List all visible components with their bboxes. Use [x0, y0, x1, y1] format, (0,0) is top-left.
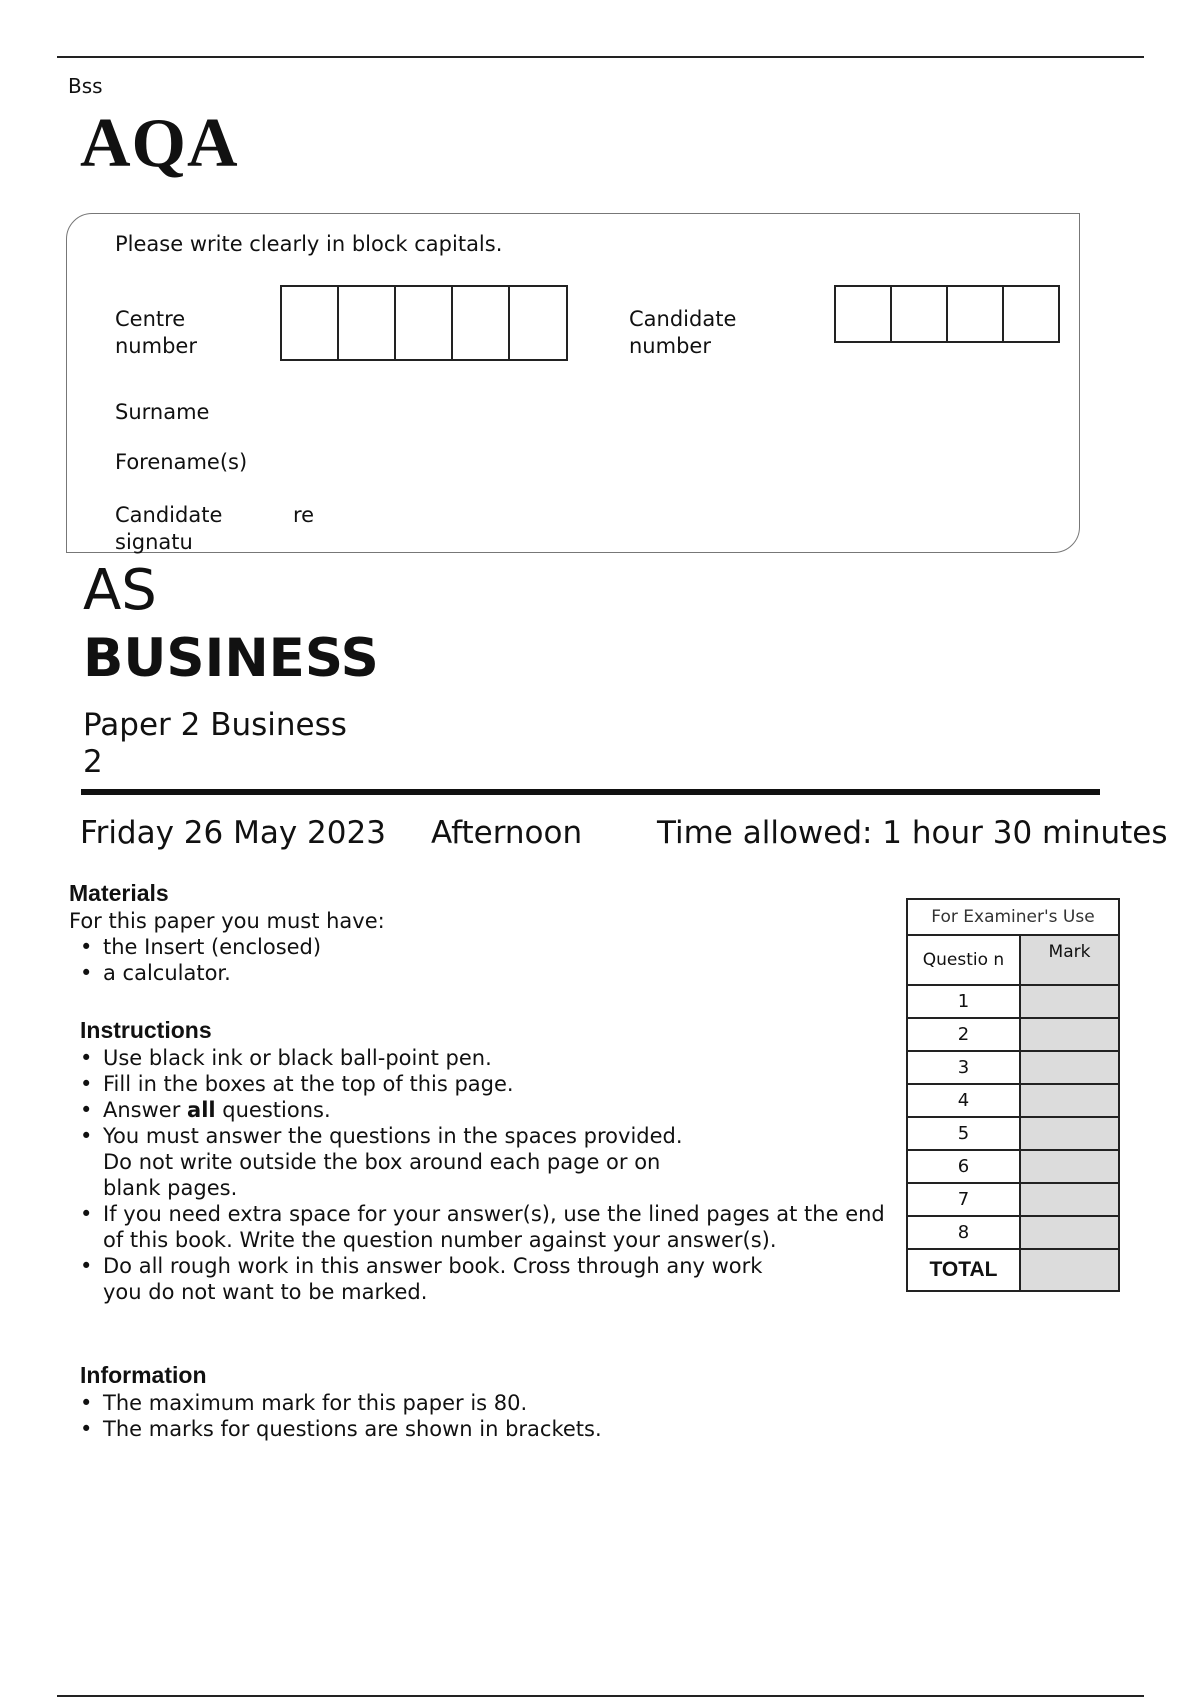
materials-list: [68, 934, 848, 986]
question-number: 2: [907, 1018, 1020, 1051]
candidate-number-digit-box[interactable]: [890, 285, 948, 343]
list-item: • Do all rough work in this answer book. Cross through any work you do not want to be marked.: [68, 1253, 803, 1305]
subject-title: BUSINESS: [83, 628, 379, 689]
list-item: • You must answer the questions in the spaces provided. Do not write outside the box around each page or on blank pages.: [68, 1123, 703, 1201]
table-row: [907, 1051, 1119, 1084]
question-number: 5: [907, 1117, 1020, 1150]
paper-title: Paper 2 Business 2: [83, 707, 347, 780]
table-row: [907, 1018, 1119, 1051]
exam-date: Friday 26 May 2023: [80, 815, 386, 851]
examiner-use-table: [906, 898, 1120, 1292]
question-number: 7: [907, 1183, 1020, 1216]
time-allowed: Time allowed: 1 hour 30 minutes: [657, 815, 1168, 851]
total-mark-cell: [1020, 1249, 1119, 1291]
candidate-number-boxes: [834, 285, 1060, 343]
centre-number-label: Centre number: [115, 307, 197, 358]
examiner-table-title: For Examiner's Use: [907, 899, 1119, 935]
instructions-list: [68, 1045, 885, 1305]
block-capitals-instruction: Please write clearly in block capitals.: [115, 232, 503, 256]
aqa-logo: AQA: [80, 105, 239, 182]
candidate-number-digit-box[interactable]: [1002, 285, 1060, 343]
table-row: [907, 1183, 1119, 1216]
mark-cell: [1020, 1051, 1119, 1084]
question-column-header: Questio n: [907, 935, 1020, 985]
forenames-label: Forename(s): [115, 450, 248, 474]
mark-cell: [1020, 1150, 1119, 1183]
table-row: [907, 1117, 1119, 1150]
list-item: • the Insert (enclosed): [68, 934, 848, 960]
information-heading: Information: [80, 1362, 207, 1388]
table-row: [907, 1216, 1119, 1249]
list-item: • Answer all questions.: [68, 1097, 878, 1123]
table-row: [907, 1249, 1119, 1291]
surname-label: Surname: [115, 400, 210, 424]
question-number: 1: [907, 985, 1020, 1018]
top-rule: [57, 56, 1144, 58]
centre-code: Bss: [68, 74, 103, 98]
instructions-heading: Instructions: [80, 1017, 212, 1043]
total-label: TOTAL: [907, 1249, 1020, 1291]
centre-number-digit-box[interactable]: [337, 285, 396, 361]
mark-cell: [1020, 985, 1119, 1018]
signature-label: Candidate signatu: [115, 503, 223, 554]
mark-cell: [1020, 1183, 1119, 1216]
bottom-rule: [57, 1695, 1144, 1697]
candidate-number-label: Candidate number: [629, 307, 737, 358]
table-row: [907, 1084, 1119, 1117]
centre-number-digit-box[interactable]: [508, 285, 568, 361]
title-divider: [81, 789, 1100, 795]
table-row: [907, 1150, 1119, 1183]
signature-label-fragment: re: [293, 503, 315, 527]
mark-cell: [1020, 1018, 1119, 1051]
question-number: 6: [907, 1150, 1020, 1183]
list-item: • a calculator.: [68, 960, 848, 986]
table-row: [907, 985, 1119, 1018]
materials-intro: For this paper you must have:: [69, 909, 385, 933]
centre-number-digit-box[interactable]: [451, 285, 510, 361]
materials-heading: Materials: [69, 880, 169, 906]
exam-session: Afternoon: [431, 815, 583, 851]
qualification-level: AS: [83, 558, 157, 623]
list-item: • Use black ink or black ball-point pen.: [68, 1045, 878, 1071]
candidate-number-digit-box[interactable]: [834, 285, 892, 343]
list-item: • If you need extra space for your answer(s), use the lined pages at the end of this book. Write the question number against your answer(s).: [68, 1201, 893, 1253]
candidate-number-digit-box[interactable]: [946, 285, 1004, 343]
list-item: • The maximum mark for this paper is 80.: [68, 1390, 848, 1416]
question-number: 8: [907, 1216, 1020, 1249]
mark-cell: [1020, 1216, 1119, 1249]
question-number: 3: [907, 1051, 1020, 1084]
list-item: • The marks for questions are shown in brackets.: [68, 1416, 848, 1442]
information-list: [68, 1390, 848, 1442]
list-item: • Fill in the boxes at the top of this page.: [68, 1071, 878, 1097]
question-number: 4: [907, 1084, 1020, 1117]
mark-cell: [1020, 1117, 1119, 1150]
mark-column-header: Mark: [1020, 935, 1119, 985]
centre-number-digit-box[interactable]: [280, 285, 339, 361]
centre-number-digit-box[interactable]: [394, 285, 453, 361]
centre-number-boxes: [280, 285, 568, 361]
mark-cell: [1020, 1084, 1119, 1117]
